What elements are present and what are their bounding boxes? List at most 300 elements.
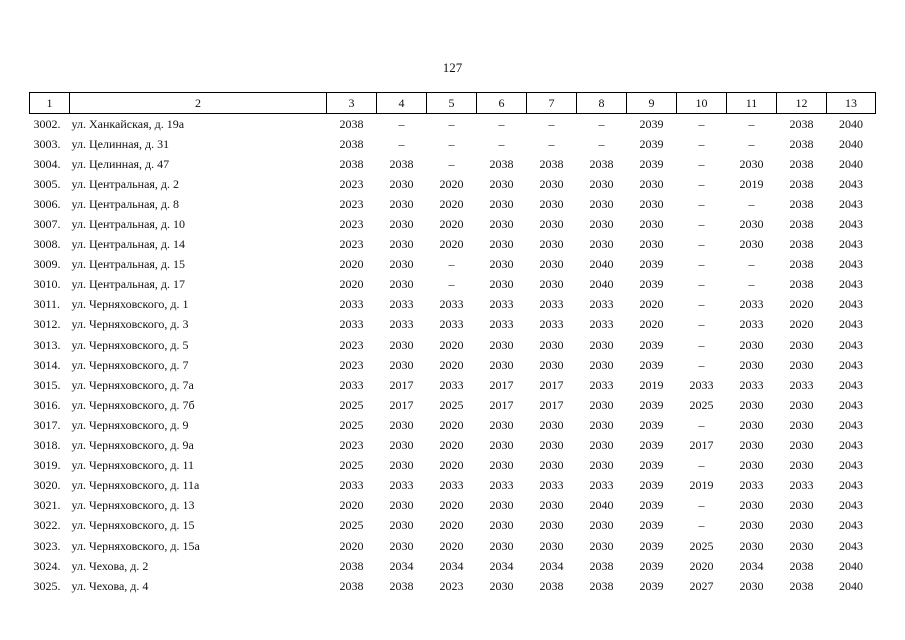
year-cell: 2017 bbox=[489, 397, 514, 412]
address-cell: ул. Черняховского, д. 7б bbox=[71, 397, 195, 412]
table-header-row bbox=[30, 93, 876, 114]
year-cell: 2030 bbox=[739, 538, 764, 553]
year-cell: 2030 bbox=[589, 357, 614, 372]
year-cell: 2033 bbox=[389, 478, 414, 493]
address-cell: ул. Центральная, д. 15 bbox=[71, 257, 186, 272]
year-cell: 2030 bbox=[389, 196, 414, 211]
year-cell: 2033 bbox=[789, 478, 814, 493]
row-number-cell: 3005. bbox=[33, 176, 61, 191]
table-row bbox=[30, 496, 876, 516]
year-cell: 2020 bbox=[439, 337, 464, 352]
year-cell: 2040 bbox=[589, 257, 614, 272]
column-header-4: 4 bbox=[377, 93, 427, 114]
year-cell: 2030 bbox=[489, 578, 514, 593]
year-cell: 2038 bbox=[339, 156, 364, 171]
table-row bbox=[30, 436, 876, 456]
year-cell: – bbox=[748, 257, 755, 272]
year-cell: 2033 bbox=[439, 297, 464, 312]
year-cell: – bbox=[748, 196, 755, 211]
year-cell: 2030 bbox=[539, 518, 564, 533]
year-cell: 2025 bbox=[339, 417, 364, 432]
row-number-cell: 3008. bbox=[33, 237, 61, 252]
table-row bbox=[30, 335, 876, 355]
year-cell: 2020 bbox=[439, 196, 464, 211]
year-cell: 2030 bbox=[789, 397, 814, 412]
year-cell: 2030 bbox=[489, 538, 514, 553]
column-header-12: 12 bbox=[777, 93, 827, 114]
year-cell: 2030 bbox=[739, 438, 764, 453]
year-cell: 2040 bbox=[839, 116, 863, 131]
year-cell: 2038 bbox=[789, 116, 814, 131]
year-cell: 2033 bbox=[389, 297, 414, 312]
year-cell: 2030 bbox=[389, 217, 414, 232]
year-cell: 2030 bbox=[739, 417, 764, 432]
address-cell: ул. Чехова, д. 4 bbox=[71, 578, 149, 593]
row-number-cell: 3011. bbox=[33, 297, 61, 312]
year-cell: – bbox=[448, 136, 455, 151]
year-cell: 2038 bbox=[789, 196, 814, 211]
year-cell: 2034 bbox=[739, 558, 764, 573]
year-cell: 2030 bbox=[739, 578, 764, 593]
year-cell: 2034 bbox=[539, 558, 564, 573]
year-cell: 2027 bbox=[689, 578, 714, 593]
year-cell: – bbox=[498, 136, 505, 151]
year-cell: 2038 bbox=[339, 136, 364, 151]
year-cell: 2023 bbox=[339, 438, 364, 453]
year-cell: 2033 bbox=[339, 317, 364, 332]
year-cell: 2030 bbox=[489, 458, 514, 473]
year-cell: 2039 bbox=[639, 136, 664, 151]
year-cell: 2030 bbox=[539, 176, 564, 191]
year-cell: 2017 bbox=[389, 397, 414, 412]
row-number-cell: 3017. bbox=[33, 417, 61, 432]
year-cell: 2020 bbox=[439, 498, 464, 513]
table-row bbox=[30, 456, 876, 476]
year-cell: 2020 bbox=[439, 518, 464, 533]
year-cell: 2033 bbox=[339, 377, 364, 392]
year-cell: 2039 bbox=[639, 558, 664, 573]
year-cell: 2039 bbox=[639, 277, 664, 292]
year-cell: 2038 bbox=[489, 156, 514, 171]
year-cell: 2030 bbox=[739, 237, 764, 252]
year-cell: 2043 bbox=[839, 337, 863, 352]
year-cell: – bbox=[698, 277, 705, 292]
year-cell: 2043 bbox=[839, 317, 863, 332]
table-body bbox=[30, 114, 876, 597]
year-cell: 2030 bbox=[539, 196, 564, 211]
year-cell: 2030 bbox=[589, 417, 614, 432]
row-number-cell: 3025. bbox=[33, 578, 61, 593]
year-cell: 2038 bbox=[589, 156, 614, 171]
year-cell: 2043 bbox=[839, 257, 863, 272]
year-cell: 2017 bbox=[539, 397, 564, 412]
row-number-cell: 3023. bbox=[33, 538, 61, 553]
year-cell: 2030 bbox=[589, 518, 614, 533]
year-cell: 2030 bbox=[389, 518, 414, 533]
year-cell: 2020 bbox=[439, 417, 464, 432]
year-cell: 2040 bbox=[589, 277, 614, 292]
column-header-8: 8 bbox=[577, 93, 627, 114]
year-cell: 2017 bbox=[539, 377, 564, 392]
year-cell: – bbox=[698, 297, 705, 312]
year-cell: – bbox=[698, 337, 705, 352]
year-cell: 2025 bbox=[339, 518, 364, 533]
row-number-cell: 3013. bbox=[33, 337, 61, 352]
year-cell: 2025 bbox=[339, 458, 364, 473]
year-cell: 2030 bbox=[739, 458, 764, 473]
address-cell: ул. Черняховского, д. 9а bbox=[71, 438, 194, 453]
year-cell: 2030 bbox=[489, 277, 514, 292]
year-cell: 2033 bbox=[539, 478, 564, 493]
row-number-cell: 3007. bbox=[33, 217, 61, 232]
year-cell: 2030 bbox=[589, 176, 614, 191]
address-cell: ул. Черняховского, д. 1 bbox=[71, 297, 189, 312]
year-cell: 2039 bbox=[639, 538, 664, 553]
year-cell: 2019 bbox=[639, 377, 664, 392]
address-cell: ул. Центральная, д. 17 bbox=[71, 277, 186, 292]
table-row bbox=[30, 134, 876, 154]
column-header-6: 6 bbox=[477, 93, 527, 114]
year-cell: 2030 bbox=[539, 357, 564, 372]
year-cell: 2020 bbox=[439, 458, 464, 473]
table-row bbox=[30, 516, 876, 536]
year-cell: 2034 bbox=[389, 558, 414, 573]
year-cell: 2040 bbox=[839, 558, 863, 573]
year-cell: 2030 bbox=[389, 257, 414, 272]
table-row bbox=[30, 174, 876, 194]
year-cell: 2025 bbox=[339, 397, 364, 412]
year-cell: 2030 bbox=[539, 237, 564, 252]
table-row bbox=[30, 476, 876, 496]
year-cell: 2038 bbox=[589, 558, 614, 573]
year-cell: 2038 bbox=[389, 578, 414, 593]
year-cell: 2038 bbox=[589, 578, 614, 593]
table-row bbox=[30, 576, 876, 596]
year-cell: 2025 bbox=[689, 538, 714, 553]
year-cell: 2038 bbox=[539, 578, 564, 593]
year-cell: 2033 bbox=[589, 377, 614, 392]
address-cell: ул. Центральная, д. 8 bbox=[71, 196, 180, 211]
year-cell: 2030 bbox=[539, 458, 564, 473]
year-cell: 2043 bbox=[839, 196, 863, 211]
year-cell: 2030 bbox=[539, 257, 564, 272]
year-cell: – bbox=[448, 277, 455, 292]
column-header-11: 11 bbox=[727, 93, 777, 114]
row-number-cell: 3022. bbox=[33, 518, 61, 533]
year-cell: 2030 bbox=[739, 397, 764, 412]
year-cell: 2043 bbox=[839, 498, 863, 513]
year-cell: 2043 bbox=[839, 478, 863, 493]
address-cell: ул. Целинная, д. 47 bbox=[71, 156, 170, 171]
year-cell: 2040 bbox=[839, 156, 863, 171]
row-number-cell: 3020. bbox=[33, 478, 61, 493]
year-cell: 2030 bbox=[389, 538, 414, 553]
table-row bbox=[30, 315, 876, 335]
year-cell: 2017 bbox=[689, 438, 714, 453]
year-cell: 2033 bbox=[589, 317, 614, 332]
year-cell: – bbox=[748, 116, 755, 131]
year-cell: 2030 bbox=[589, 438, 614, 453]
year-cell: 2033 bbox=[739, 377, 764, 392]
year-cell: 2038 bbox=[789, 277, 814, 292]
year-cell: 2043 bbox=[839, 176, 863, 191]
table-row bbox=[30, 375, 876, 395]
table-row bbox=[30, 154, 876, 174]
year-cell: 2030 bbox=[639, 217, 664, 232]
year-cell: 2030 bbox=[489, 498, 514, 513]
year-cell: 2030 bbox=[389, 357, 414, 372]
year-cell: 2043 bbox=[839, 297, 863, 312]
address-cell: ул. Черняховского, д. 15 bbox=[71, 518, 195, 533]
year-cell: 2020 bbox=[339, 277, 364, 292]
year-cell: 2020 bbox=[439, 357, 464, 372]
year-cell: 2038 bbox=[339, 116, 364, 131]
year-cell: 2030 bbox=[589, 217, 614, 232]
year-cell: 2030 bbox=[739, 518, 764, 533]
row-number-cell: 3024. bbox=[33, 558, 61, 573]
table-row bbox=[30, 556, 876, 576]
year-cell: – bbox=[698, 458, 705, 473]
year-cell: 2030 bbox=[389, 277, 414, 292]
row-number-cell: 3015. bbox=[33, 377, 61, 392]
address-cell: ул. Ханкайская, д. 19а bbox=[71, 116, 185, 131]
year-cell: 2020 bbox=[689, 558, 714, 573]
year-cell: 2020 bbox=[639, 317, 664, 332]
year-cell: 2038 bbox=[789, 176, 814, 191]
year-cell: 2038 bbox=[789, 257, 814, 272]
year-cell: – bbox=[698, 257, 705, 272]
year-cell: 2043 bbox=[839, 417, 863, 432]
year-cell: 2033 bbox=[489, 297, 514, 312]
year-cell: – bbox=[698, 156, 705, 171]
page-number: 127 bbox=[442, 60, 463, 75]
table-row bbox=[30, 536, 876, 556]
year-cell: 2039 bbox=[639, 257, 664, 272]
row-number-cell: 3012. bbox=[33, 317, 61, 332]
year-cell: 2033 bbox=[739, 478, 764, 493]
year-cell: 2030 bbox=[589, 397, 614, 412]
year-cell: 2030 bbox=[739, 156, 764, 171]
year-cell: 2020 bbox=[439, 237, 464, 252]
year-cell: – bbox=[698, 237, 705, 252]
year-cell: 2030 bbox=[389, 438, 414, 453]
year-cell: – bbox=[698, 136, 705, 151]
year-cell: 2033 bbox=[339, 297, 364, 312]
year-cell: 2030 bbox=[489, 518, 514, 533]
year-cell: – bbox=[448, 116, 455, 131]
address-cell: ул. Чехова, д. 2 bbox=[71, 558, 149, 573]
year-cell: – bbox=[398, 136, 405, 151]
year-cell: 2030 bbox=[789, 498, 814, 513]
year-cell: 2043 bbox=[839, 397, 863, 412]
year-cell: 2030 bbox=[489, 438, 514, 453]
address-cell: ул. Черняховского, д. 9 bbox=[71, 417, 189, 432]
year-cell: 2020 bbox=[339, 498, 364, 513]
year-cell: 2023 bbox=[339, 176, 364, 191]
year-cell: 2033 bbox=[339, 478, 364, 493]
year-cell: 2030 bbox=[539, 337, 564, 352]
year-cell: 2030 bbox=[489, 357, 514, 372]
year-cell: 2038 bbox=[539, 156, 564, 171]
year-cell: 2020 bbox=[439, 217, 464, 232]
year-cell: 2033 bbox=[489, 478, 514, 493]
column-header-10: 10 bbox=[677, 93, 727, 114]
table-row bbox=[30, 275, 876, 295]
year-cell: – bbox=[598, 116, 605, 131]
year-cell: – bbox=[698, 116, 705, 131]
year-cell: 2038 bbox=[339, 578, 364, 593]
year-cell: 2034 bbox=[439, 558, 464, 573]
column-header-3: 3 bbox=[327, 93, 377, 114]
year-cell: 2030 bbox=[539, 217, 564, 232]
row-number-cell: 3019. bbox=[33, 458, 61, 473]
year-cell: 2043 bbox=[839, 237, 863, 252]
year-cell: 2038 bbox=[789, 136, 814, 151]
year-cell: – bbox=[548, 116, 555, 131]
year-cell: 2020 bbox=[439, 538, 464, 553]
year-cell: 2038 bbox=[789, 237, 814, 252]
column-header-9: 9 bbox=[627, 93, 677, 114]
year-cell: 2040 bbox=[589, 498, 614, 513]
year-cell: 2030 bbox=[539, 438, 564, 453]
address-cell: ул. Центральная, д. 2 bbox=[71, 176, 180, 191]
year-cell: – bbox=[748, 136, 755, 151]
table-row bbox=[30, 194, 876, 214]
year-cell: – bbox=[698, 217, 705, 232]
year-cell: 2030 bbox=[489, 196, 514, 211]
year-cell: 2020 bbox=[639, 297, 664, 312]
row-number-cell: 3004. bbox=[33, 156, 61, 171]
year-cell: 2030 bbox=[539, 277, 564, 292]
address-cell: ул. Черняховского, д. 11 bbox=[71, 458, 194, 473]
address-cell: ул. Черняховского, д. 7 bbox=[71, 357, 189, 372]
year-cell: 2033 bbox=[539, 297, 564, 312]
table-row bbox=[30, 295, 876, 315]
year-cell: 2043 bbox=[839, 277, 863, 292]
year-cell: 2043 bbox=[839, 458, 863, 473]
year-cell: 2033 bbox=[439, 478, 464, 493]
year-cell: 2033 bbox=[789, 377, 814, 392]
year-cell: 2017 bbox=[489, 377, 514, 392]
year-cell: 2039 bbox=[639, 156, 664, 171]
year-cell: 2038 bbox=[789, 217, 814, 232]
year-cell: 2043 bbox=[839, 438, 863, 453]
year-cell: 2030 bbox=[389, 237, 414, 252]
year-cell: 2030 bbox=[639, 176, 664, 191]
year-cell: 2030 bbox=[739, 357, 764, 372]
year-cell: 2039 bbox=[639, 498, 664, 513]
year-cell: 2033 bbox=[739, 297, 764, 312]
year-cell: – bbox=[448, 257, 455, 272]
year-cell: 2030 bbox=[489, 417, 514, 432]
year-cell: 2039 bbox=[639, 438, 664, 453]
table-row bbox=[30, 214, 876, 234]
year-cell: 2030 bbox=[539, 498, 564, 513]
row-number-cell: 3010. bbox=[33, 277, 61, 292]
year-cell: 2030 bbox=[589, 538, 614, 553]
row-number-cell: 3009. bbox=[33, 257, 61, 272]
year-cell: 2025 bbox=[689, 397, 714, 412]
row-number-cell: 3003. bbox=[33, 136, 61, 151]
year-cell: 2039 bbox=[639, 417, 664, 432]
year-cell: – bbox=[698, 417, 705, 432]
table-row bbox=[30, 415, 876, 435]
year-cell: 2030 bbox=[789, 417, 814, 432]
year-cell: 2030 bbox=[489, 237, 514, 252]
year-cell: 2039 bbox=[639, 357, 664, 372]
year-cell: 2030 bbox=[389, 417, 414, 432]
year-cell: 2023 bbox=[339, 337, 364, 352]
row-number-cell: 3002. bbox=[33, 116, 61, 131]
column-header-1: 1 bbox=[30, 93, 70, 114]
year-cell: 2033 bbox=[539, 317, 564, 332]
year-cell: 2039 bbox=[639, 458, 664, 473]
year-cell: 2039 bbox=[639, 337, 664, 352]
row-number-cell: 3018. bbox=[33, 438, 61, 453]
row-number-cell: 3014. bbox=[33, 357, 61, 372]
year-cell: 2039 bbox=[639, 478, 664, 493]
year-cell: 2034 bbox=[489, 558, 514, 573]
year-cell: – bbox=[598, 136, 605, 151]
table-row bbox=[30, 235, 876, 255]
year-cell: 2040 bbox=[839, 578, 863, 593]
year-cell: 2030 bbox=[789, 538, 814, 553]
year-cell: 2038 bbox=[789, 578, 814, 593]
year-cell: 2038 bbox=[789, 558, 814, 573]
year-cell: 2033 bbox=[439, 317, 464, 332]
year-cell: – bbox=[698, 357, 705, 372]
year-cell: 2030 bbox=[789, 357, 814, 372]
table-row bbox=[30, 395, 876, 415]
year-cell: 2043 bbox=[839, 377, 863, 392]
year-cell: 2023 bbox=[339, 217, 364, 232]
year-cell: 2025 bbox=[439, 397, 464, 412]
column-header-7: 7 bbox=[527, 93, 577, 114]
year-cell: 2030 bbox=[589, 237, 614, 252]
year-cell: 2043 bbox=[839, 357, 863, 372]
year-cell: 2040 bbox=[839, 136, 863, 151]
year-cell: 2038 bbox=[339, 558, 364, 573]
year-cell: 2039 bbox=[639, 116, 664, 131]
year-cell: 2033 bbox=[439, 377, 464, 392]
year-cell: 2023 bbox=[339, 237, 364, 252]
year-cell: 2033 bbox=[389, 317, 414, 332]
year-cell: 2020 bbox=[339, 538, 364, 553]
year-cell: 2030 bbox=[389, 176, 414, 191]
row-number-cell: 3016. bbox=[33, 397, 61, 412]
year-cell: 2030 bbox=[739, 337, 764, 352]
year-cell: 2019 bbox=[689, 478, 714, 493]
column-header-2: 2 bbox=[70, 93, 327, 114]
year-cell: 2043 bbox=[839, 538, 863, 553]
address-cell: ул. Целинная, д. 31 bbox=[71, 136, 170, 151]
year-cell: – bbox=[748, 277, 755, 292]
year-cell: 2030 bbox=[389, 498, 414, 513]
data-table bbox=[29, 92, 876, 596]
year-cell: 2030 bbox=[789, 337, 814, 352]
year-cell: 2030 bbox=[389, 458, 414, 473]
year-cell: 2020 bbox=[439, 438, 464, 453]
address-cell: ул. Черняховского, д. 13 bbox=[71, 498, 195, 513]
year-cell: 2039 bbox=[639, 397, 664, 412]
year-cell: 2038 bbox=[789, 156, 814, 171]
year-cell: 2030 bbox=[589, 196, 614, 211]
address-cell: ул. Центральная, д. 14 bbox=[71, 237, 186, 252]
year-cell: 2030 bbox=[789, 518, 814, 533]
year-cell: 2030 bbox=[739, 217, 764, 232]
year-cell: – bbox=[698, 518, 705, 533]
year-cell: 2033 bbox=[489, 317, 514, 332]
